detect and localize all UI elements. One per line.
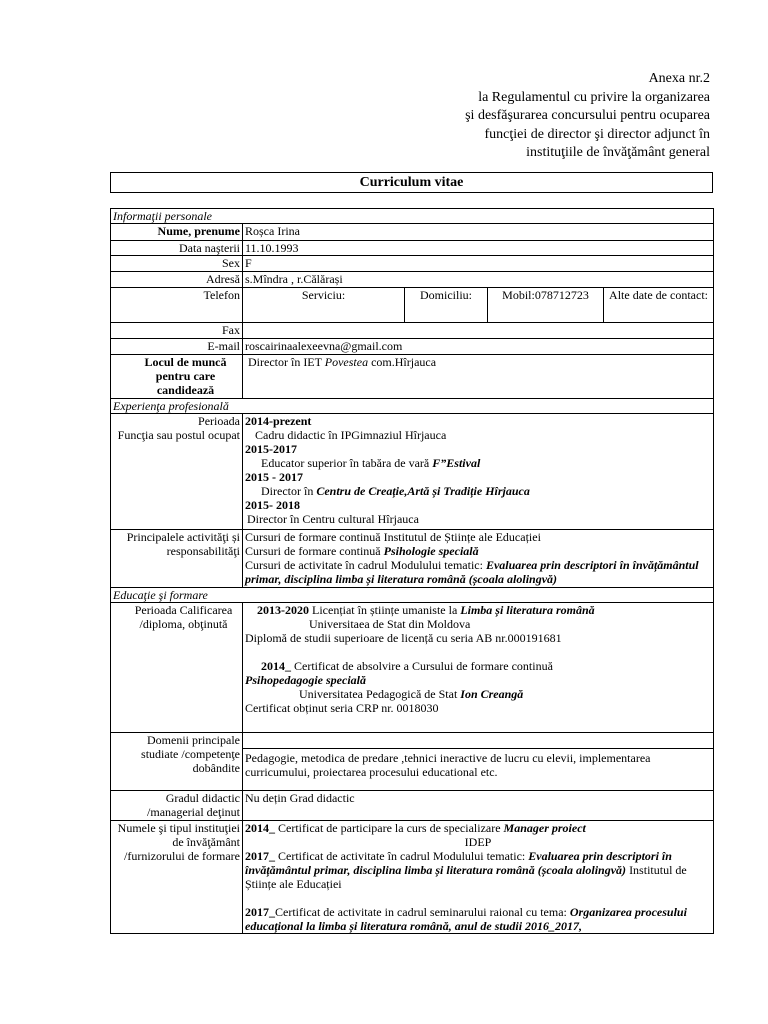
institution-bold: Organizarea procesului educațional la limba și literatura română, anul de studii 2016_2017, — [245, 905, 687, 933]
address-value: s.Mîndra , r.Călărași — [243, 272, 714, 288]
education-label: Perioada Calificarea /diploma, obţinută — [111, 603, 243, 733]
institution-label: Numele şi tipul instituţiei de învăţământ /furnizorului de formare — [111, 821, 243, 934]
domains-cell — [243, 733, 714, 791]
institution-item — [245, 905, 711, 933]
institution-text: Certificat de activitate în cadrul Modulului tematic: — [275, 849, 529, 863]
institution-year: 2017_ — [245, 905, 275, 919]
document-title: Curriculum vitae — [110, 172, 713, 193]
institution-suffix: Institutul de Științe ale Educației — [245, 863, 687, 891]
phone-service: Serviciu: — [243, 288, 405, 323]
birth-date-label: Data naşterii — [111, 241, 243, 256]
institution-org: IDEP — [464, 835, 492, 849]
education-entries — [243, 603, 714, 733]
institution-year: 2014_ — [245, 821, 275, 835]
experience-labels — [111, 414, 243, 530]
phone-mobile: Mobil:078712723 — [488, 288, 604, 323]
activity-bold: Psihologie specială — [383, 544, 479, 558]
address-label: Adresă — [111, 272, 243, 288]
annex-header — [465, 70, 710, 163]
exp-period: 2015-2017 — [245, 442, 297, 456]
education-text: Certificat de absolvire a Cursului de formare continuă — [291, 659, 553, 673]
education-diploma: Diplomă de studii superioare de licență cu seria AB nr.000191681 — [245, 631, 562, 645]
institution-item — [245, 849, 711, 891]
exp-period: 2014-prezent — [245, 414, 312, 428]
activity-bold: Evaluarea prin descriptori în învățământul primar, disciplina limba și literatura română (școala alolingvă) — [245, 558, 699, 586]
workplace-italic: Povestea — [324, 355, 369, 369]
workplace-label: Locul de muncă pentru care candidează — [111, 355, 243, 399]
experience-entries — [243, 414, 714, 530]
fax-value — [243, 323, 714, 339]
activity-item — [245, 558, 711, 586]
institution-text: Certificat de participare la curs de specializare — [275, 821, 504, 835]
education-item — [245, 603, 711, 617]
birth-date-value: 11.10.1993 — [243, 241, 714, 256]
institution-item — [245, 821, 711, 835]
workplace-value — [243, 355, 714, 399]
phone-other-contact: Alte date de contact: — [604, 288, 714, 323]
activity-item — [245, 544, 711, 558]
workplace-text: Director în IET — [248, 355, 325, 369]
annex-number: Anexa nr.2 — [648, 71, 710, 86]
education-period: 2014_ — [261, 659, 291, 673]
degree-value: Nu dețin Grad didactic — [243, 791, 714, 821]
sex-value: F — [243, 256, 714, 272]
institution-year: 2017_ — [245, 849, 275, 863]
annex-line: şi desfăşurarea concursului pentru ocuparea — [465, 108, 710, 123]
exp-period: 2015 - 2017 — [245, 470, 303, 484]
cv-table — [110, 208, 714, 934]
name-label: Nume, prenume — [111, 224, 243, 241]
exp-position: Director în Centru cultural Hîrjauca — [247, 512, 419, 526]
institution-bold: Evaluarea prin descriptori în învățământul primar, disciplina limba și literatura română (școala alolingvă) — [245, 849, 672, 877]
domains-value: Pedagogie, metodica de predare ,tehnici ineractive de lucru cu elevii, implementarea curricumului, proiectarea procesului educational etc. — [245, 751, 651, 779]
education-institution-bold: Ion Creangă — [460, 687, 524, 701]
exp-position: Cadru didactic în IPGimnaziul Hîrjauca — [255, 428, 447, 442]
section-education: Educaţie şi formare — [111, 588, 714, 603]
activity-text: Cursuri de activitate în cadrul Modulului tematic: — [245, 558, 486, 572]
fax-label: Fax — [111, 323, 243, 339]
period-label: Perioada — [198, 414, 240, 428]
function-label: Funcţia sau postul ocupat — [117, 428, 240, 442]
education-institution-text: Universitatea Pedagogică de Stat — [299, 687, 461, 701]
sex-label: Sex — [111, 256, 243, 272]
activity-item: Cursuri de formare continuă Institutul de Științe ale Educației — [245, 530, 541, 544]
activity-text: Cursuri de formare continuă — [245, 544, 384, 558]
exp-position-bold: F”Estival — [432, 456, 481, 470]
exp-position — [245, 456, 711, 470]
education-institution: Universitaea de Stat din Moldova — [309, 617, 471, 631]
annex-line: funcţiei de director şi director adjunct în — [484, 126, 710, 142]
education-institution — [245, 687, 711, 701]
email-value: roscairinaalexeevna@gmail.com — [243, 339, 714, 355]
degree-label: Gradul didactic /managerial deţinut — [111, 791, 243, 821]
section-personal-info: Informaţii personale — [111, 209, 714, 224]
institution-text: Certificat de activitate in cadrul seminarului raional cu tema: — [275, 905, 570, 919]
exp-position-text: Educator superior în tabăra de vară — [261, 456, 433, 470]
email-label: E-mail — [111, 339, 243, 355]
phone-label: Telefon — [111, 288, 243, 323]
annex-line: la Regulamentul cu privire la organizarea — [478, 89, 710, 105]
exp-position — [245, 484, 711, 498]
activities-label: Principalele activităţi și responsabilităţi — [111, 530, 243, 588]
workplace-suffix: com.Hîrjauca — [368, 355, 437, 369]
exp-position-bold: Centru de Creație,Artă și Tradiție Hîrjauca — [316, 484, 530, 498]
education-period: 2013-2020 — [257, 603, 309, 617]
exp-period: 2015- 2018 — [245, 498, 300, 512]
institution-bold: Manager proiect — [503, 821, 586, 835]
education-text: Licențiat în științe umaniste la — [309, 603, 461, 617]
section-experience: Experienţa profesională — [111, 399, 714, 414]
activities-value — [243, 530, 714, 588]
annex-line: instituţiile de învăţământ general — [526, 145, 710, 160]
domains-label: Domenii principale studiate /competenţe dobândite — [111, 733, 243, 791]
phone-home: Domiciliu: — [405, 288, 488, 323]
education-bold: Psihopedagogie specială — [245, 673, 366, 687]
education-certificate: Certificat obținut seria CRP nr. 0018030 — [245, 701, 439, 715]
exp-position-text: Director în — [261, 484, 317, 498]
name-value: Roșca Irina — [243, 224, 714, 241]
education-bold: Limba și literatura română — [460, 603, 595, 617]
institution-entries — [243, 821, 714, 934]
education-item — [245, 659, 711, 673]
